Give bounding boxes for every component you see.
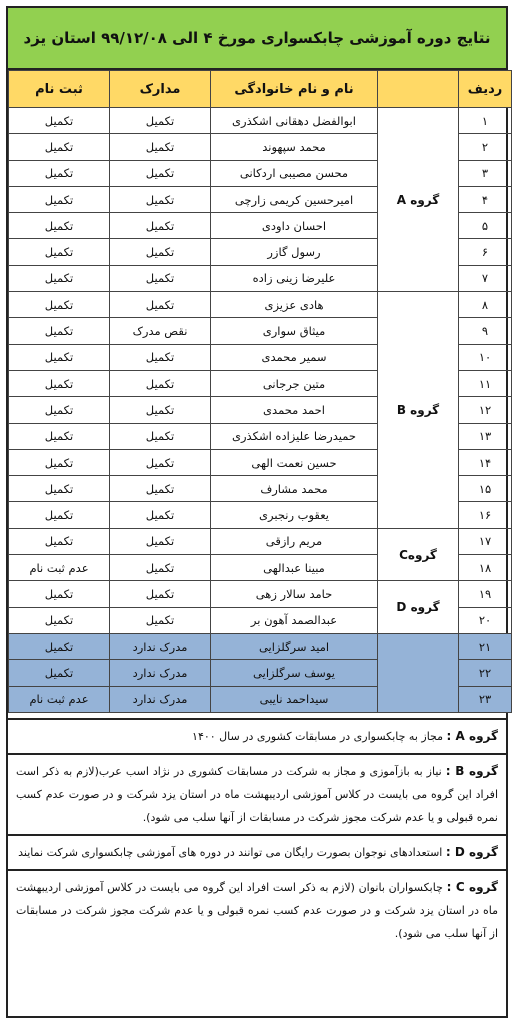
row-number: ۱ — [459, 108, 512, 134]
group-a-label: گروه A — [378, 108, 459, 292]
row-number: ۲ — [459, 134, 512, 160]
row-docs: تکمیل — [110, 581, 211, 607]
row-register: تکمیل — [9, 476, 110, 502]
row-number: ۱۹ — [459, 581, 512, 607]
row-register: تکمیل — [9, 581, 110, 607]
row-number: ۱۸ — [459, 555, 512, 581]
row-docs: تکمیل — [110, 265, 211, 291]
row-register: تکمیل — [9, 108, 110, 134]
row-name: سیداحمد نایبی — [211, 686, 378, 712]
table-header-row — [9, 71, 512, 108]
row-number: ۸ — [459, 292, 512, 318]
row-docs: مدرک ندارد — [110, 660, 211, 686]
row-number: ۱۰ — [459, 344, 512, 370]
row-name: یوسف سرگلزایی — [211, 660, 378, 686]
group-empty-cell — [378, 633, 459, 712]
row-docs: تکمیل — [110, 160, 211, 186]
header-row-no: ردیف — [459, 71, 512, 108]
row-register: تکمیل — [9, 213, 110, 239]
row-name: امید سرگلزایی — [211, 633, 378, 659]
row-name: متین جرجانی — [211, 370, 378, 396]
note-group-b — [8, 753, 506, 834]
row-number: ۹ — [459, 318, 512, 344]
row-docs: تکمیل — [110, 186, 211, 212]
row-docs: تکمیل — [110, 292, 211, 318]
row-docs: تکمیل — [110, 449, 211, 475]
row-docs: نقص مدرک — [110, 318, 211, 344]
row-number: ۱۴ — [459, 449, 512, 475]
row-register: عدم ثبت نام — [9, 555, 110, 581]
row-register: تکمیل — [9, 160, 110, 186]
row-register: تکمیل — [9, 633, 110, 659]
row-name: احسان داودی — [211, 213, 378, 239]
group-c-label: گروهC — [378, 528, 459, 581]
row-number: ۱۶ — [459, 502, 512, 528]
group-notes — [8, 718, 506, 950]
row-docs: تکمیل — [110, 370, 211, 396]
row-register: تکمیل — [9, 186, 110, 212]
page-title: نتایج دوره آموزشی چابکسواری مورخ ۴ الی ۹۹/۱۲/۰۸ استان یزد — [8, 8, 506, 70]
note-b-label: گروه B : — [445, 764, 498, 778]
row-register: تکمیل — [9, 528, 110, 554]
row-name: یعقوب رنجبری — [211, 502, 378, 528]
row-number: ۱۲ — [459, 397, 512, 423]
note-d-label: گروه D : — [445, 845, 498, 859]
table-row — [9, 292, 512, 318]
row-docs: تکمیل — [110, 607, 211, 633]
row-docs: تکمیل — [110, 555, 211, 581]
table-row — [9, 108, 512, 134]
row-name: محمد مشارف — [211, 476, 378, 502]
row-name: حمیدرضا علیزاده اشکذری — [211, 423, 378, 449]
row-name: احمد محمدی — [211, 397, 378, 423]
row-register: تکمیل — [9, 423, 110, 449]
row-register: تکمیل — [9, 344, 110, 370]
row-number: ۱۱ — [459, 370, 512, 396]
row-name: ابوالفضل دهقانی اشکذری — [211, 108, 378, 134]
row-number: ۴ — [459, 186, 512, 212]
row-name: میثاق سواری — [211, 318, 378, 344]
group-d-label: گروه D — [378, 581, 459, 634]
results-table — [8, 70, 512, 713]
row-number: ۲۳ — [459, 686, 512, 712]
note-group-a — [8, 718, 506, 753]
row-number: ۱۳ — [459, 423, 512, 449]
row-number: ۳ — [459, 160, 512, 186]
row-name: رسول گازر — [211, 239, 378, 265]
row-docs: تکمیل — [110, 423, 211, 449]
row-name: هادی عزیزی — [211, 292, 378, 318]
row-name: مبینا عبدالهی — [211, 555, 378, 581]
row-docs: تکمیل — [110, 528, 211, 554]
row-docs: مدرک ندارد — [110, 686, 211, 712]
table-row — [9, 581, 512, 607]
row-docs: تکمیل — [110, 213, 211, 239]
row-register: تکمیل — [9, 502, 110, 528]
row-docs: تکمیل — [110, 476, 211, 502]
row-register: تکمیل — [9, 134, 110, 160]
row-name: حسین نعمت الهی — [211, 449, 378, 475]
row-number: ۷ — [459, 265, 512, 291]
row-name: امیرحسین کریمی زارچی — [211, 186, 378, 212]
row-name: محمد سپهوند — [211, 134, 378, 160]
row-register: عدم ثبت نام — [9, 686, 110, 712]
row-register: تکمیل — [9, 660, 110, 686]
header-group — [378, 71, 459, 108]
note-a-label: گروه A : — [446, 729, 498, 743]
row-number: ۵ — [459, 213, 512, 239]
note-group-c — [8, 869, 506, 950]
row-docs: مدرک ندارد — [110, 633, 211, 659]
row-docs: تکمیل — [110, 397, 211, 423]
row-name: عبدالصمد آهون بر — [211, 607, 378, 633]
note-group-d — [8, 834, 506, 869]
row-register: تکمیل — [9, 449, 110, 475]
row-register: تکمیل — [9, 607, 110, 633]
row-register: تکمیل — [9, 239, 110, 265]
table-row-highlighted — [9, 633, 512, 659]
row-docs: تکمیل — [110, 239, 211, 265]
row-register: تکمیل — [9, 397, 110, 423]
row-name: مریم رازقی — [211, 528, 378, 554]
row-register: تکمیل — [9, 370, 110, 396]
row-register: تکمیل — [9, 265, 110, 291]
row-number: ۱۵ — [459, 476, 512, 502]
note-d-text: استعدادهای نوجوان بصورت رایگان می توانند در دوره های آموزشی چابکسواری شرکت نمایند — [18, 846, 443, 859]
row-name: حامد سالار زهی — [211, 581, 378, 607]
row-register: تکمیل — [9, 318, 110, 344]
row-number: ۶ — [459, 239, 512, 265]
row-register: تکمیل — [9, 292, 110, 318]
note-a-text: مجاز به چابکسواری در مسابقات کشوری در سال ۱۴۰۰ — [192, 730, 444, 743]
row-docs: تکمیل — [110, 134, 211, 160]
header-register: ثبت نام — [9, 71, 110, 108]
note-c-text: چابکسواران بانوان (لازم به ذکر است افراد این گروه می بایست در کلاس آموزشی اردیبهشت ماه در استان یزد شرکت و در صورت عدم کسب نمره قبولی و یا عدم شرکت مجوز شرکت در مسابقات از آنها سلب می شود). — [16, 881, 498, 940]
row-docs: تکمیل — [110, 502, 211, 528]
row-docs: تکمیل — [110, 108, 211, 134]
header-name: نام و نام خانوادگی — [211, 71, 378, 108]
results-sheet — [6, 6, 508, 1018]
row-number: ۲۰ — [459, 607, 512, 633]
note-b-text: نیاز به بازآموزی و مجاز به شرکت در مسابقات کشوری در نژاد اسب عرب(لازم به ذکر است افراد این گروه می بایست در کلاس آموزشی اردیبهشت ماه در استان یزد شرکت و در صورت عدم کسب نمره قبولی و یا عدم شرکت مجوز شرکت در مسابقات از آنها سلب می شود). — [16, 765, 498, 824]
group-b-label: گروه B — [378, 292, 459, 529]
row-number: ۲۱ — [459, 633, 512, 659]
header-docs: مدارک — [110, 71, 211, 108]
row-docs: تکمیل — [110, 344, 211, 370]
row-name: سمیر محمدی — [211, 344, 378, 370]
table-row — [9, 528, 512, 554]
row-name: محسن مصیبی اردکانی — [211, 160, 378, 186]
row-name: علیرضا زینی زاده — [211, 265, 378, 291]
row-number: ۲۲ — [459, 660, 512, 686]
row-number: ۱۷ — [459, 528, 512, 554]
note-c-label: گروه C : — [446, 880, 499, 894]
